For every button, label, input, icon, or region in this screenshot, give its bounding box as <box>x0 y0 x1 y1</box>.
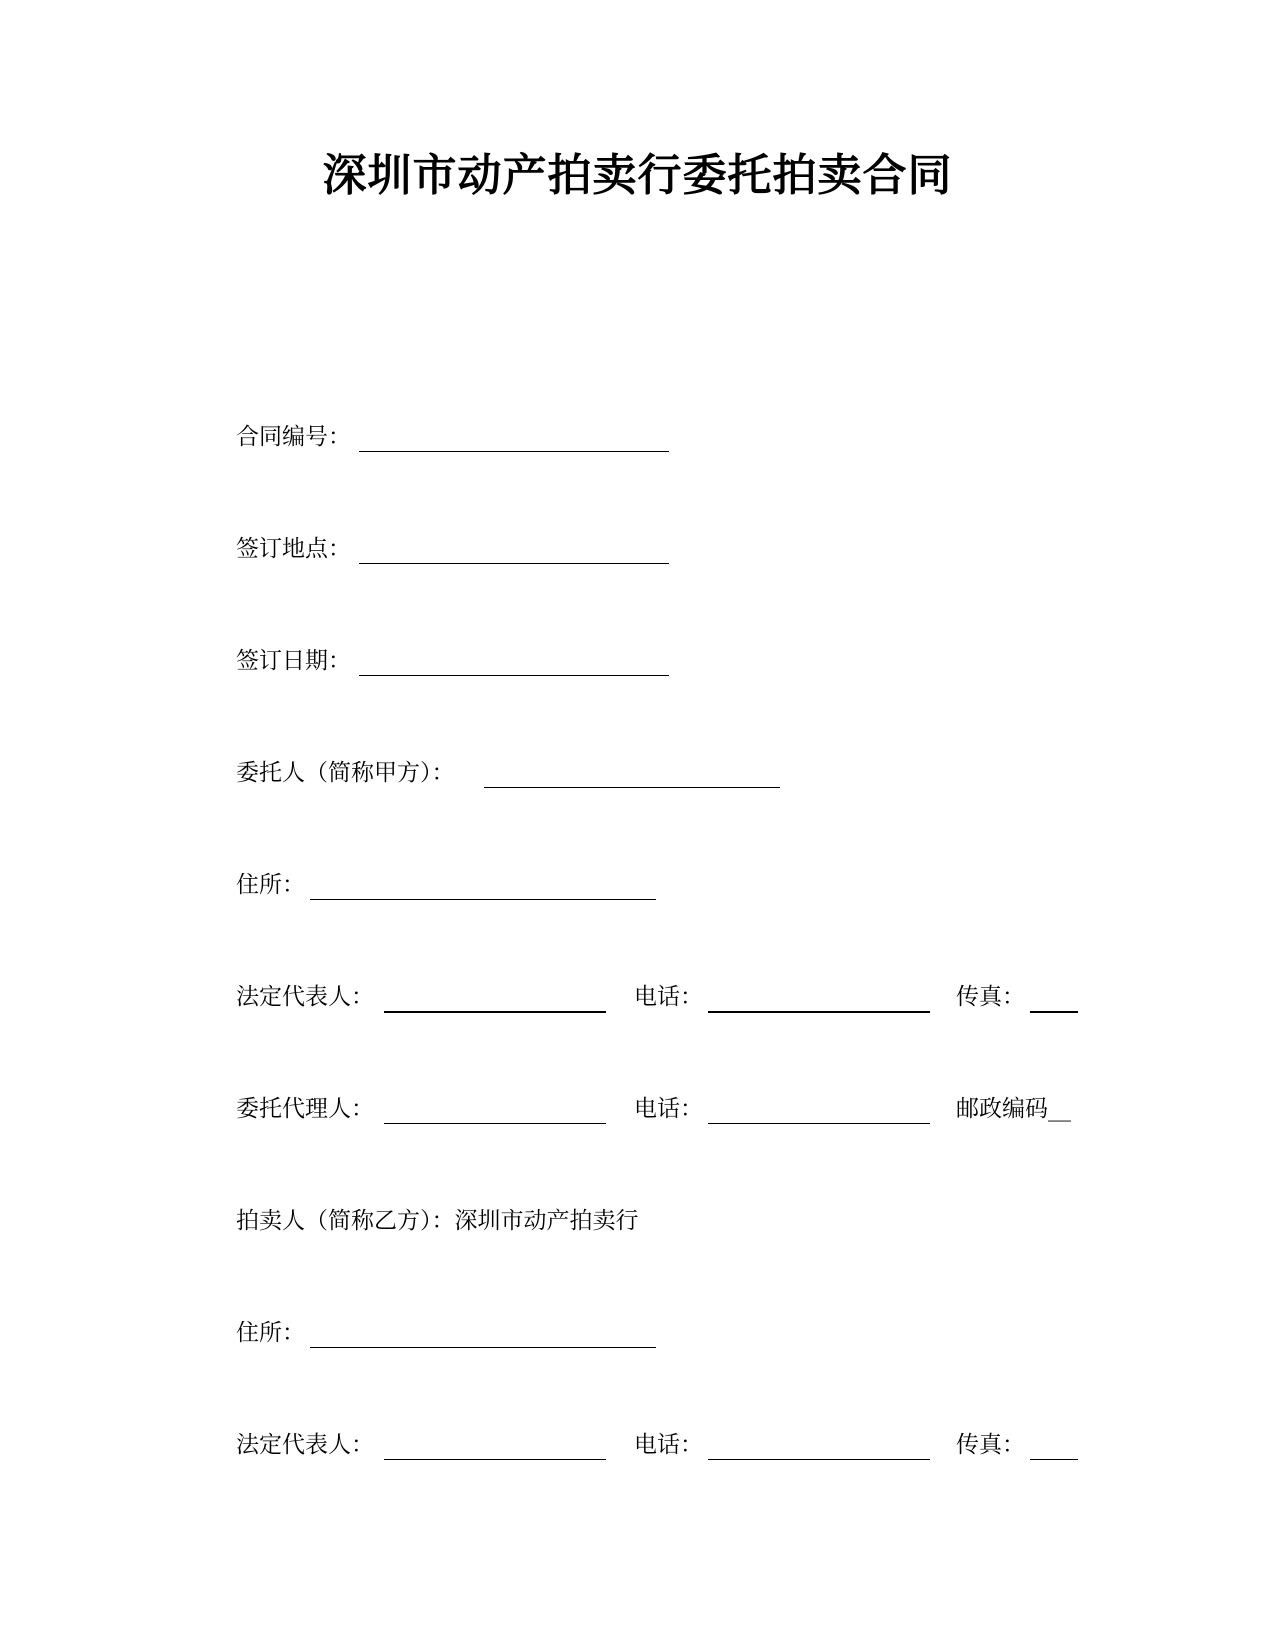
contract-no-blank[interactable] <box>359 451 669 452</box>
sign-date-blank[interactable] <box>359 675 669 676</box>
auctioneer-fax-label: 传真： <box>956 1432 1025 1458</box>
client-agent-row <box>236 1092 1136 1132</box>
client-blank[interactable] <box>484 787 780 788</box>
client-address-label: 住所： <box>236 872 305 898</box>
auctioneer-address-row <box>236 1316 1136 1356</box>
client-legal-rep-label: 法定代表人： <box>236 984 374 1010</box>
auctioneer-address-label: 住所： <box>236 1320 305 1346</box>
client-agent-label: 委托代理人： <box>236 1096 374 1122</box>
client-agent-phone-label: 电话： <box>634 1096 703 1122</box>
auctioneer-phone-blank[interactable] <box>708 1459 930 1460</box>
document-title: 深圳市动产拍卖行委托拍卖合同 <box>322 150 953 201</box>
sign-place-label: 签订地点： <box>236 536 351 562</box>
auctioneer-address-blank[interactable] <box>310 1347 656 1348</box>
auctioneer-fax-blank[interactable] <box>1030 1459 1078 1460</box>
contract-no-row <box>236 420 1136 460</box>
sign-date-label: 签订日期： <box>236 648 351 674</box>
client-phone-blank[interactable] <box>708 1011 930 1013</box>
auctioneer-legal-rep-row <box>236 1428 1136 1468</box>
client-legal-rep-row <box>236 980 1136 1020</box>
auctioneer-row <box>236 1204 1136 1244</box>
client-row <box>236 756 1136 796</box>
sign-place-blank[interactable] <box>359 563 669 564</box>
sign-place-row <box>236 532 1136 572</box>
auctioneer-label: 拍卖人（简称乙方）：深圳市动产拍卖行 <box>236 1208 639 1234</box>
contract-no-label: 合同编号： <box>236 424 351 450</box>
client-fax-blank[interactable] <box>1030 1011 1078 1013</box>
client-address-blank[interactable] <box>310 899 656 900</box>
sign-date-row <box>236 644 1136 684</box>
client-legal-rep-blank[interactable] <box>384 1011 606 1013</box>
auctioneer-legal-rep-label: 法定代表人： <box>236 1432 374 1458</box>
client-fax-label: 传真： <box>956 984 1025 1010</box>
auctioneer-legal-rep-blank[interactable] <box>384 1459 606 1460</box>
client-phone-label: 电话： <box>634 984 703 1010</box>
auctioneer-phone-label: 电话： <box>634 1432 703 1458</box>
client-agent-blank[interactable] <box>384 1123 606 1124</box>
client-address-row <box>236 868 1136 908</box>
client-label: 委托人（简称甲方）： <box>236 760 455 786</box>
client-agent-phone-blank[interactable] <box>708 1123 930 1124</box>
client-postcode-label: 邮政编码__ <box>956 1096 1071 1122</box>
